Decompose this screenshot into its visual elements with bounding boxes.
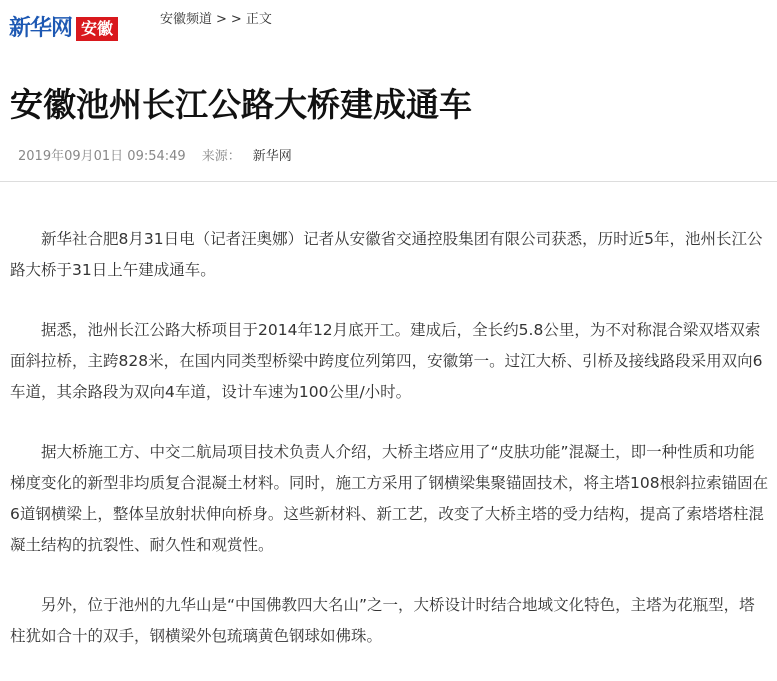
- paragraph: 另外，位于池州的九华山是“中国佛教四大名山”之一，大桥设计时结合地域文化特色，主塔为花瓶型，塔柱犹如合十的双手，钢横梁外包琉璃黄色钢球如佛珠。: [10, 596, 755, 645]
- meta-divider: [0, 181, 777, 182]
- article-body: [10, 224, 770, 681]
- breadcrumb-channel-link[interactable]: 安徽频道: [160, 12, 213, 27]
- logo-text: 新华网: [9, 16, 73, 41]
- paragraph: 据悉，池州长江公路大桥项目于2014年12月底开工。建成后，全长约5.8公里，为不对称混合梁双塔双索面斜拉桥，主跨828米，在国内同类型桥梁中跨度位列第四，安徽第一。过江大桥、引桥及接线路段采用双向6车道，其余路段为双向4车道，设计车速为100公里/小时。: [10, 321, 763, 401]
- source-label: 来源：: [201, 149, 241, 164]
- paragraph: 据大桥施工方、中交二航局项目技术负责人介绍，大桥主塔应用了“皮肤功能”混凝土，即一种性质和功能梯度变化的新型非均质复合混凝土材料。同时，施工方采用了钢横梁集聚锚固技术，将主塔108根斜拉索锚固在6道钢横梁上，整体呈放射状伸向桥身。这些新材料、新工艺，改变了大桥主塔的受力结构，提高了索塔塔柱混凝土结构的抗裂性、耐久性和观赏性。: [10, 443, 769, 554]
- breadcrumb-current: 正文: [245, 12, 272, 27]
- breadcrumb-separator: >: [230, 12, 242, 27]
- publish-datetime: 2019年09月01日 09:54:49: [18, 149, 186, 164]
- paragraph: 新华社合肥8月31日电（记者汪奥娜）记者从安徽省交通控股集团有限公司获悉，历时近5年，池州长江公路大桥于31日上午建成通车。: [10, 230, 763, 279]
- breadcrumb: [160, 12, 272, 28]
- article-meta: [18, 149, 292, 165]
- source-value: 新华网: [252, 149, 292, 164]
- article-title: 安徽池州长江公路大桥建成通车: [10, 85, 472, 124]
- breadcrumb-separator: >: [216, 12, 227, 27]
- site-logo[interactable]: [9, 16, 118, 42]
- logo-region-badge: 安徽: [76, 17, 118, 41]
- site-header: [0, 0, 777, 50]
